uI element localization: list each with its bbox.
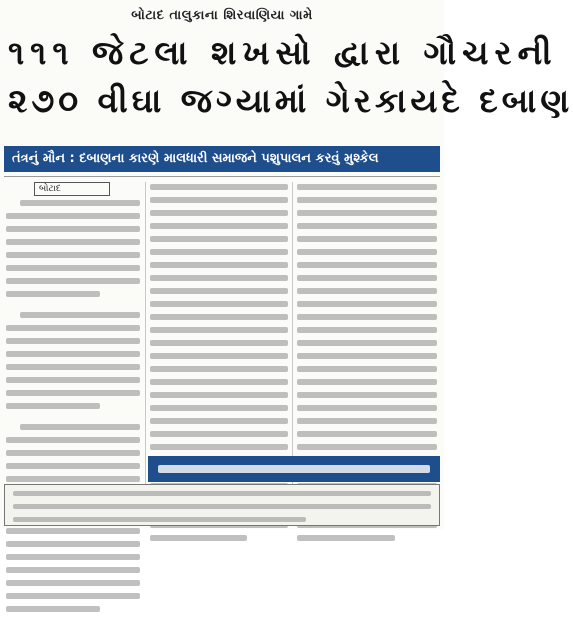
text-line-placeholder xyxy=(297,314,437,320)
text-line-placeholder xyxy=(297,431,437,437)
text-line-placeholder xyxy=(13,504,431,509)
text-line-placeholder xyxy=(297,184,437,190)
text-line-placeholder xyxy=(297,210,437,216)
text-line-placeholder xyxy=(297,366,437,372)
text-line-placeholder xyxy=(297,340,437,346)
text-line-placeholder xyxy=(297,197,437,203)
text-line-placeholder xyxy=(297,301,437,307)
text-line-placeholder xyxy=(150,340,288,346)
text-line-placeholder xyxy=(6,554,140,560)
text-line-placeholder xyxy=(13,491,431,496)
text-line-placeholder xyxy=(6,528,140,534)
text-line-placeholder xyxy=(6,278,140,284)
text-line-placeholder xyxy=(150,535,247,541)
text-line-placeholder xyxy=(150,366,288,372)
text-line-placeholder xyxy=(150,327,288,333)
dateline-box: બોટાદ xyxy=(34,182,110,196)
text-line-placeholder xyxy=(6,213,140,219)
text-line-placeholder xyxy=(297,379,437,385)
text-line-placeholder xyxy=(297,405,437,411)
text-line-placeholder xyxy=(6,567,140,573)
text-line-placeholder xyxy=(6,580,140,586)
text-line-placeholder xyxy=(297,418,437,424)
text-line-placeholder xyxy=(6,541,140,547)
headline-line-2: ૨૭૦ વીઘા જગ્યામાં ગેરકાયદે દબાણ xyxy=(8,81,573,120)
text-line-placeholder xyxy=(150,223,288,229)
text-line-placeholder xyxy=(150,379,288,385)
text-line-placeholder xyxy=(6,252,140,258)
text-line-placeholder xyxy=(6,364,140,370)
text-line-placeholder xyxy=(297,353,437,359)
text-line-placeholder xyxy=(150,314,288,320)
text-line-placeholder xyxy=(150,275,288,281)
subheading-bar: તંત્રનું મૌન : દબાણના કારણે માલધારી સમાજને પશુપાલન કરવું મુશ્કેલ xyxy=(4,146,440,172)
text-line-placeholder xyxy=(297,249,437,255)
text-line-placeholder xyxy=(6,351,140,357)
text-line-placeholder xyxy=(150,197,288,203)
text-line-placeholder xyxy=(297,262,437,268)
text-line-placeholder xyxy=(297,236,437,242)
text-line-placeholder xyxy=(13,517,306,522)
text-line-placeholder xyxy=(150,353,288,359)
kicker-line: બોટાદ તાલુકાના શિરવાણિયા ગામે xyxy=(131,8,313,23)
text-line-placeholder xyxy=(158,465,430,473)
text-line-placeholder xyxy=(6,338,140,344)
text-line-placeholder xyxy=(150,210,288,216)
divider-rule xyxy=(4,176,440,177)
text-line-placeholder xyxy=(150,288,288,294)
text-line-placeholder xyxy=(6,226,140,232)
column-divider xyxy=(145,182,146,512)
text-line-placeholder xyxy=(6,377,140,383)
text-line-placeholder xyxy=(6,291,100,297)
text-line-placeholder xyxy=(297,444,437,450)
text-line-placeholder xyxy=(150,262,288,268)
text-line-placeholder xyxy=(6,463,140,469)
text-line-placeholder xyxy=(150,184,288,190)
text-line-placeholder xyxy=(20,312,140,318)
text-line-placeholder xyxy=(6,593,140,599)
bottom-note-box xyxy=(4,484,440,526)
text-line-placeholder xyxy=(6,476,140,482)
text-line-placeholder xyxy=(6,437,140,443)
text-line-placeholder xyxy=(150,405,288,411)
text-line-placeholder xyxy=(150,418,288,424)
text-line-placeholder xyxy=(6,403,100,409)
text-line-placeholder xyxy=(6,325,140,331)
text-line-placeholder xyxy=(6,265,140,271)
text-line-placeholder xyxy=(150,444,288,450)
box-headline-bar xyxy=(148,456,440,482)
text-line-placeholder xyxy=(297,535,395,541)
text-line-placeholder xyxy=(150,301,288,307)
text-line-placeholder xyxy=(150,392,288,398)
text-line-placeholder xyxy=(20,424,140,430)
text-line-placeholder xyxy=(297,327,437,333)
headline-line-1: ૧૧૧ જેટલા શખસો દ્વારા ગૌચરની xyxy=(8,33,558,72)
text-line-placeholder xyxy=(297,288,437,294)
text-line-placeholder xyxy=(150,236,288,242)
text-line-placeholder xyxy=(6,606,100,612)
text-line-placeholder xyxy=(297,392,437,398)
text-line-placeholder xyxy=(297,275,437,281)
body-column-1 xyxy=(6,200,140,619)
text-line-placeholder xyxy=(6,450,140,456)
text-line-placeholder xyxy=(20,200,140,206)
text-line-placeholder xyxy=(6,239,140,245)
text-line-placeholder xyxy=(6,390,140,396)
text-line-placeholder xyxy=(150,249,288,255)
text-line-placeholder xyxy=(150,431,288,437)
text-line-placeholder xyxy=(297,223,437,229)
